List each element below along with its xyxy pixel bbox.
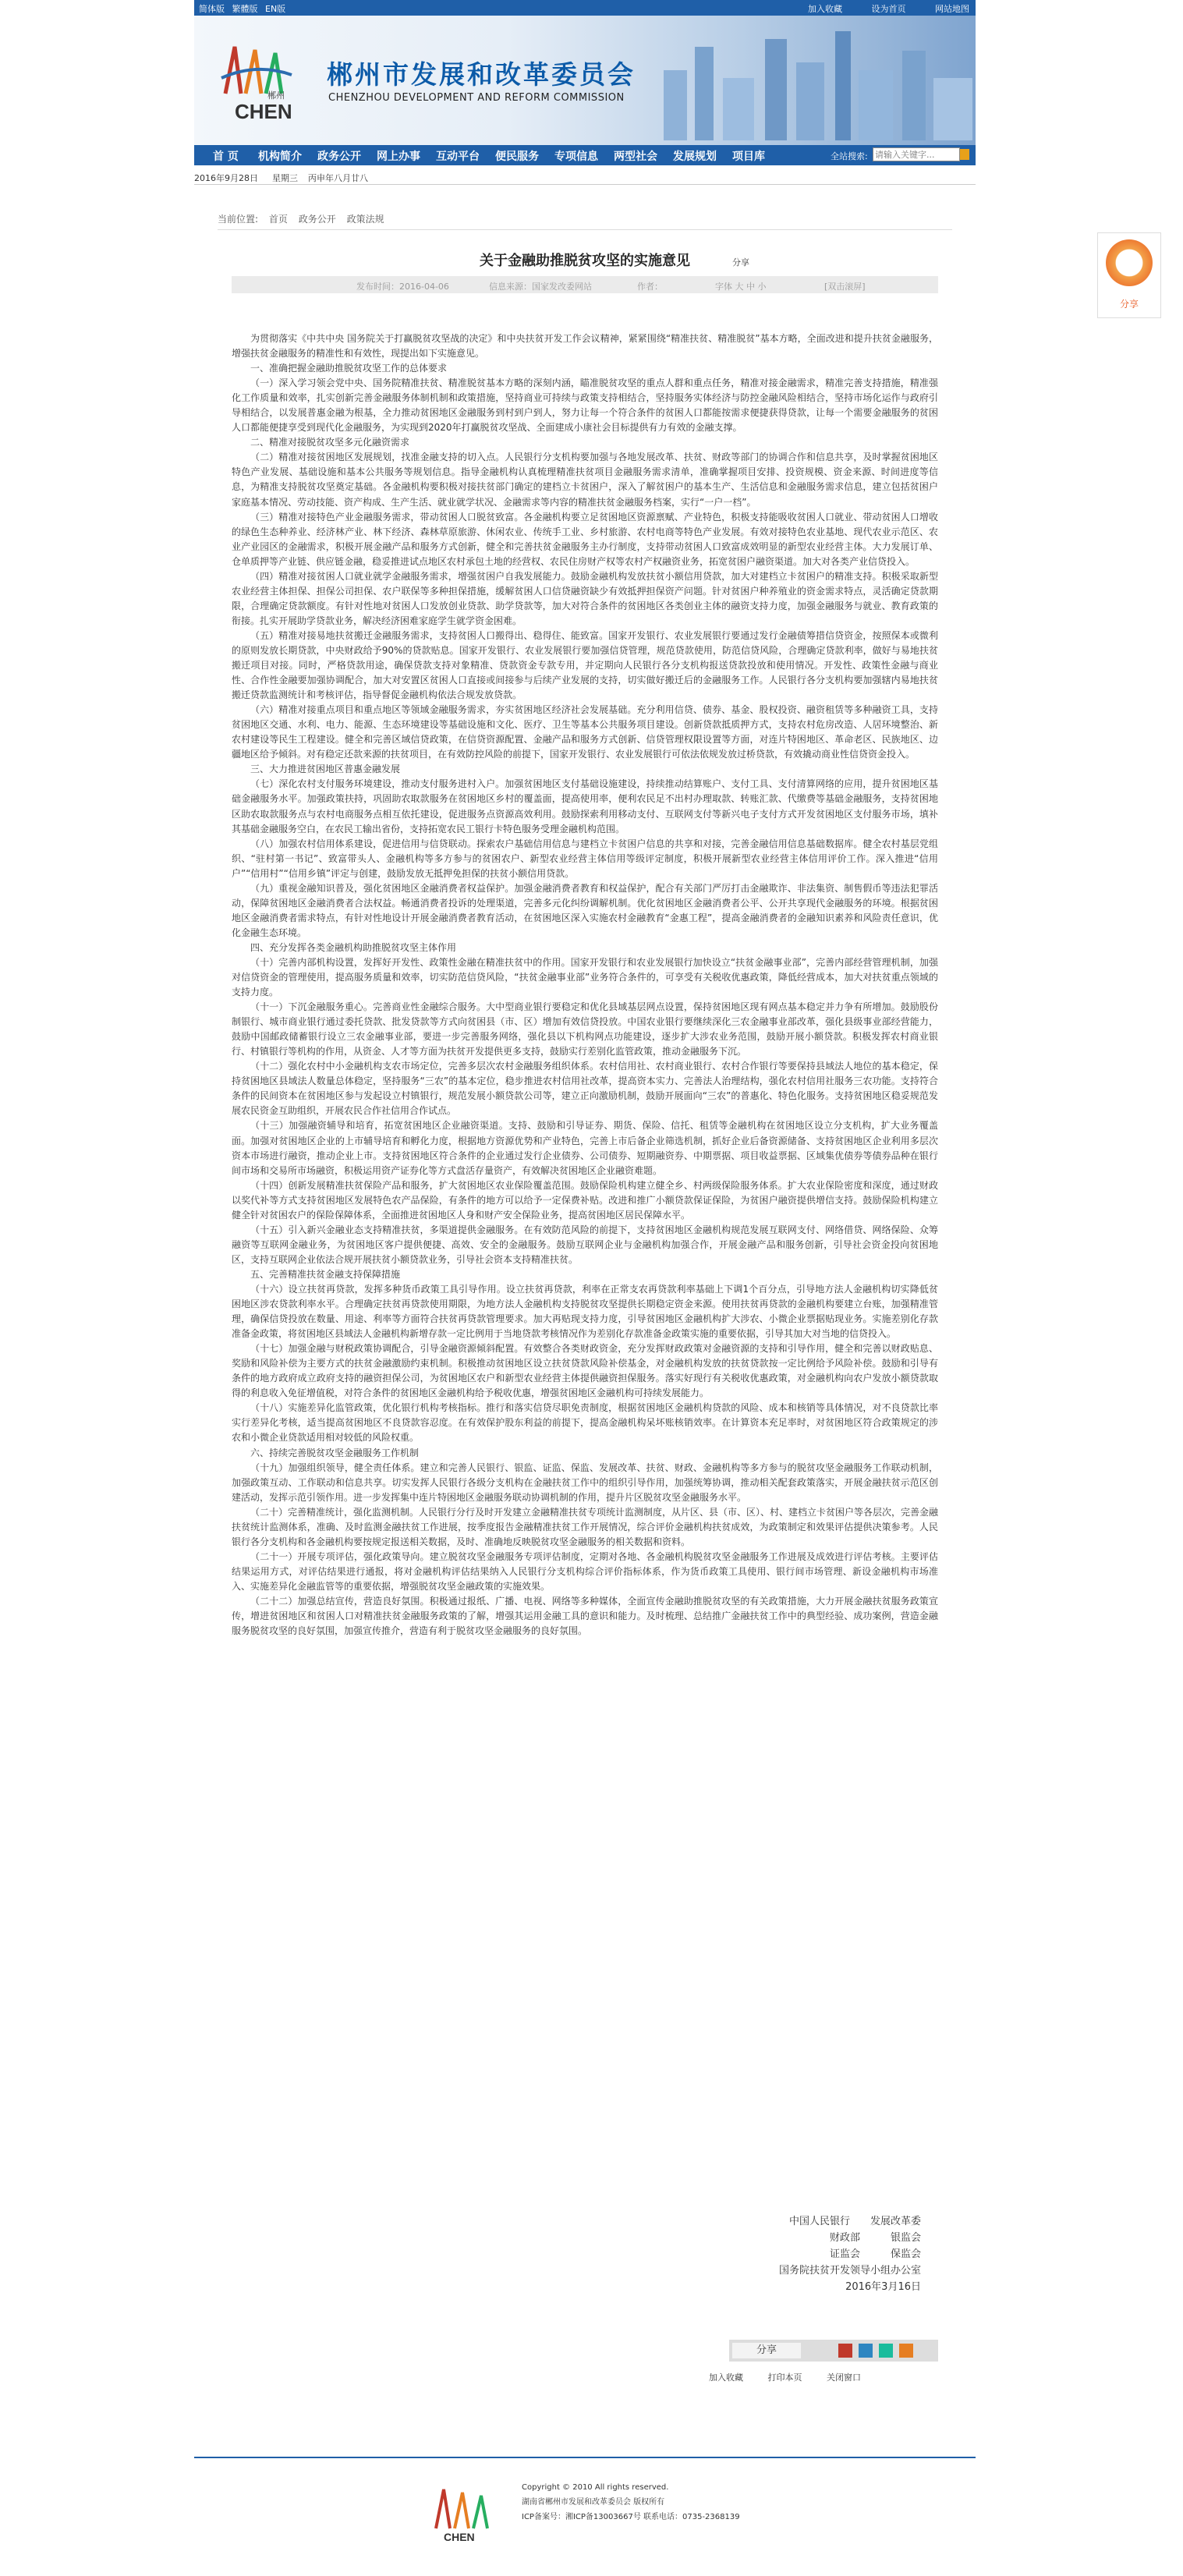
share-logo-icon <box>1106 239 1153 286</box>
author: 作者： <box>637 282 663 292</box>
print-button[interactable]: 打印本页 <box>767 2372 802 2383</box>
top-bar <box>194 0 976 16</box>
breadcrumb-item-gov-info[interactable]: 政务公开 <box>298 214 336 225</box>
nav-item-planning[interactable]: 发展规划 <box>673 151 717 163</box>
current-date: 2016年9月28日 <box>194 173 258 183</box>
site-subtitle: CHENZHOU DEVELOPMENT AND REFORM COMMISSION <box>328 92 625 104</box>
share-button[interactable]: 分享 <box>732 2343 801 2358</box>
footer-divider <box>194 2457 976 2458</box>
floating-share-label: 分享 <box>1119 299 1139 310</box>
footer <box>194 2466 976 2575</box>
logo-cn-text: 郴州 <box>267 90 285 101</box>
article-paragraph: （八）加强农村信用体系建设，促进信用与信贷联动。探索农户基础信用信息与建档立卡贫困户信息的共享和对接，完善金融信用信息基础数据库。健全农村基层党组织、“驻村第一书记”、致富带头人、金融机构等多方参与的贫困农户、新型农业经营主体信用等级评定制度，积极开展新型农业经营主体信用评价工作。深入推进“信用户”“信用村”“信用乡镇”评定与创建，鼓励发放无抵押免担保的扶贫小额信用贷款。 <box>232 838 938 879</box>
weibo-share-icon[interactable] <box>838 2344 852 2358</box>
breadcrumb-item-home[interactable]: 首页 <box>268 214 288 225</box>
article-paragraph: （十九）加强组织领导，健全责任体系。建立和完善人民银行、银监、证监、保监、发展改革、扶贫、财政、金融机构等多方参与的脱贫攻坚金融服务工作联动机制，加强政策互动、工作联动和信息共享。切实发挥人民银行各级分支机构在金融扶贫工作中的组织引导作用，加强统筹协调，推动相关配套政策落实，开展金融扶贫示范区创建活动，发挥示范引领作用。进一步发挥集中连片特困地区金融服务联动协调机制的作用，提升片区脱贫攻坚金融服务水平。 <box>232 1462 938 1503</box>
search-button[interactable] <box>960 149 969 160</box>
logo-text: CHEN <box>235 100 292 123</box>
search-label: 全站搜索: <box>831 151 868 161</box>
nav-item-interaction[interactable]: 互动平台 <box>436 151 480 163</box>
auto-scroll-toggle[interactable]: [双击滚屏] <box>824 282 866 292</box>
current-weekday: 星期三 <box>272 173 298 183</box>
signature-line: 中国人民银行 发展改革委 <box>788 2216 921 2227</box>
signature-line: 证监会 保监会 <box>829 2248 921 2260</box>
search-input[interactable] <box>873 147 960 161</box>
share-bar <box>729 2340 938 2362</box>
article-paragraph: （十四）创新发展精准扶贫保险产品和服务，扩大贫困地区农业保险覆盖范围。鼓励保险机构建立健全乡、村两级保险服务体系。扩大农业保险密度和深度，通过财政以奖代补等方式支持贫困地区发展特色农产品保险，有条件的地方可以给予一定保费补贴。改进和推广小额贷款保证保险，为贫困户融资提供增信支持。鼓励保险机构建立健全针对贫困农户的保险保障体系，全面推进贫困地区人身和财产安全保险业务，提高贫困地区居民保障水平。 <box>232 1179 938 1221</box>
article-paragraph: （一）深入学习领会党中央、国务院精准扶贫、精准脱贫基本方略的深刻内涵，瞄准脱贫攻坚的重点人群和重点任务，精准对接金融需求，精准完善支持措施，精准强化工作质量和效率，扎实创新完善金融服务体制机制和政策措施，坚持商业可持续与政策支持相结合，坚持服务实体经济与防控金融风险相结合，坚持市场化运作与政府引导相结合，以发展普惠金融为根基，全力推动贫困地区金融服务到村到户到人，努力让每一个符合条件的贫困人口都能按需求便捷获得贷款，让每一个需要金融服务的贫困人口都能便捷享受到现代化金融服务，为实现到2020年打赢脱贫攻坚战、全面建成小康社会目标提供有力有效的金融支撑。 <box>232 377 938 434</box>
svg-text:CHEN: CHEN <box>444 2531 475 2543</box>
nav-item-about[interactable]: 机构简介 <box>258 151 302 163</box>
nav-item-public-service[interactable]: 便民服务 <box>495 151 539 163</box>
article-paragraph: （七）深化农村支付服务环境建设，推动支付服务进村入户。加强贫困地区支付基础设施建设，持续推动结算账户、支付工具、支付清算网络的应用，提升贫困地区基础金融服务水平。加强政策扶持，巩固助农取款服务在贫困地区乡村的覆盖面，提高使用率，便利农民足不出村办理取款、转账汇款、代缴费等基础金融服务，支持贫困地区助农取款服务点与农村电商服务点相互依托建设，促进服务点资源高效利用。鼓励探索利用移动支付、互联网支付等新兴电子支付方式开发贫困地区支付服务市场，填补其基础金融服务空白，在农民工输出省份，支持拓宽农民工银行卡特色服务受理金融机构范围。 <box>232 778 938 834</box>
article-paragraph: （十六）设立扶贫再贷款，发挥多种货币政策工具引导作用。设立扶贫再贷款，利率在正常支农再贷款利率基础上下调1个百分点，引导地方法人金融机构切实降低贫困地区涉农贷款利率水平。合理确定扶贫再贷款使用期限，为地方法人金融机构支持脱贫攻坚提供长期稳定资金来源。使用扶贫再贷款的金融机构要建立台账，加强精准管理，确保信贷投放在数量、用途、利率等方面符合扶贫再贷款管理要求。加大再贴现支持力度，引导贫困地区金融机构扩大涉农、小微企业票据贴现业务。实施差别化存款准备金政策，将贫困地区县域法人金融机构新增存款一定比例用于当地贷款考核情况作为差别化存款准备金政策实施的重要依据，引导其加大对当地的信贷投入。 <box>232 1284 938 1340</box>
copyright: Copyright © 2010 All rights reserved. <box>522 2483 669 2492</box>
sitemap-link[interactable]: 网站地图 <box>935 4 969 14</box>
article-paragraph: 一、准确把握金融助推脱贫攻坚工作的总体要求 <box>250 363 448 374</box>
article-meta <box>232 276 938 293</box>
article-paragraph: （三）精准对接特色产业金融服务需求，带动贫困人口脱贫致富。各金融机构要立足贫困地区资源禀赋、产业特色，积极支持能吸收贫困人口就业、带动贫困人口增收的绿色生态种养业、经济林产业、林下经济、森林草原旅游、休闲农业、传统手工业、乡村旅游、农村电商等特色产业发展。有效对接特色农业基地、现代农业示范区、农业产业园区的金融需求，积极开展金融产品和服务方式创新，健全和完善扶贫金融服务主办行制度，支持带动贫困人口致富成效明显的新型农业经营主体。大力发展订单、仓单质押等产业链、供应链金融，稳妥推进试点地区农村承包土地的经营权、农民住房财产权等农村产权融资业务，拓宽贫困户融资渠道。加大对各类产业信贷投入。 <box>232 511 938 567</box>
page-actions <box>709 2371 883 2383</box>
nav-item-projects[interactable]: 项目库 <box>732 151 765 163</box>
nav-item-special-info[interactable]: 专项信息 <box>554 151 598 163</box>
breadcrumb-item-policy[interactable]: 政策法规 <box>346 214 384 225</box>
simplified-link[interactable]: 简体版 <box>199 4 225 14</box>
english-link[interactable]: EN版 <box>265 4 286 14</box>
main-nav <box>194 145 976 165</box>
article-paragraph: （二十）完善精准统计，强化监测机制。人民银行分行及时开发建立金融精准扶贫专项统计监测制度，从片区、县（市、区）、村、建档立卡贫困户等各层次，完善金融扶贫统计监测体系，准确、及时监测金融扶贫工作进展，按季度报告金融精准扶贫工作开展情况，综合评价金融机构扶贫成效，为政策制定和效果评估提供决策参考。人民银行各分支机构和各金融机构要按规定报送相关数据，及时、准确地反映脱贫攻坚金融服务的相关数据和资料。 <box>232 1506 939 1547</box>
wechat-share-icon[interactable] <box>879 2344 893 2358</box>
add-favorite-link[interactable]: 加入收藏 <box>808 4 842 14</box>
site-search <box>831 147 971 163</box>
article-paragraph: （十三）加强融资辅导和培育，拓宽贫困地区企业融资渠道。支持、鼓励和引导证券、期货、保险、信托、租赁等金融机构在贫困地区设立分支机构，扩大业务覆盖面。加强对贫困地区企业的上市辅导培育和孵化力度，根据地方资源优势和产业特色，完善上市后备企业筛选机制，抓好企业后备资源储备、支持贫困地区企业利用多层次资本市场进行融资，推动企业上市。支持贫困地区符合条件的企业通过发行企业债券、公司债券、短期融资券、中期票据、项目收益票据、区域集优债券等债券品种在银行间市场和交易所市场融资，积极运用资产证券化等方式盘活存量资产，有效解决贫困地区企业融资难题。 <box>232 1120 938 1176</box>
city-skyline-image <box>648 23 976 140</box>
article-paragraph: 四、充分发挥各类金融机构助推脱贫攻坚主体作用 <box>250 941 457 953</box>
article-paragraph: （六）精准对接重点项目和重点地区等领域金融服务需求，夯实贫困地区经济社会发展基础。充分利用信贷、债券、基金、股权投资、融资租赁等多种融资工具，支持贫困地区交通、水利、电力、能源、生态环境建设等基础设施和文化、医疗、卫生等基本公共服务项目建设。创新贷款抵质押方式，支持农村危房改造、人居环境整治、新农村建设等民生工程建设。健全和完善区域信贷政策，在信贷资源配置、金融产品和服务方式创新、信贷管理权限设置等方面，对连片特困地区、革命老区、民族地区、边疆地区给予倾斜。对有稳定还款来源的扶贫项目，在有效防控风险的前提下，国家开发银行、农业发展银行可依法依规发放过桥贷款，有效撬动商业性信贷资金投入。 <box>232 704 938 760</box>
qzone-share-icon[interactable] <box>859 2344 873 2358</box>
owner: 湖南省郴州市发展和改革委员会 版权所有 <box>522 2498 665 2507</box>
breadcrumb-label: 当前位置: <box>218 214 259 225</box>
article-paragraph: （十一）下沉金融服务重心。完善商业性金融综合服务。大中型商业银行要稳定和优化县域基层网点设置，保持贫困地区现有网点基本稳定并力争有所增加。鼓励股份制银行、城市商业银行通过委托贷款、批发贷款等方式向贫困县（市、区）增加有效信贷投放。中国农业银行要继续深化三农金融事业部改革，强化县级事业部经营能力，鼓励中国邮政储蓄银行设立三农金融事业部，要进一步完善服务网络，强化县以下机构网点功能建设，逐步扩大涉农业务范围，鼓励开展小额贷款。积极发挥农村商业银行、村镇银行等机构的作用，从资金、人才等方面为扶贫开发提供更多支持，鼓励实行差别化监管政策，推动金融服务下沉。 <box>232 1001 938 1058</box>
date-bar <box>194 167 976 185</box>
article-paragraph: （九）重视金融知识普及，强化贫困地区金融消费者权益保护。加强金融消费者教育和权益保护，配合有关部门严厉打击金融欺诈、非法集资、制售假币等违法犯罪活动，保障贫困地区金融消费者合法权益。畅通消费者投诉的处理渠道，完善多元化纠纷调解机制。优化贫困地区金融消费者公平、公开共享现代金融服务的环境。根据贫困地区金融消费者需求特点，有针对性地设计开展金融消费者教育活动，在贫困地区深入实施农村金融教育“金惠工程”，提高金融消费者的金融知识素养和风险责任意识，优化金融生态环境。 <box>232 882 938 938</box>
article-paragraph: （十二）强化农村中小金融机构支农市场定位，完善多层次农村金融服务组织体系。农村信用社、农村商业银行、农村合作银行等要保持县域法人地位的基本稳定，保持贫困地区县域法人数量总体稳定，坚持服务“三农”的基本定位，稳步推进农村信用社改革，提高资本实力、完善法人治理结构，强化农村信用社服务三农功能。支持符合条件的民间资本在贫困地区参与发起设立村镇银行，规范发展小额贷款公司等，建立正向激励机制，鼓励开展面向“三农”的普惠化、特色化服务。支持贫困地区稳妥规范发展农民资金互助组织，开展农民合作社信用合作试点。 <box>232 1061 938 1117</box>
article-paragraph: （五）精准对接易地扶贫搬迁金融服务需求，支持贫困人口搬得出、稳得住、能致富。国家开发银行、农业发展银行要通过发行金融债筹措信贷资金，按照保本或微利的原则发放长期贷款，中央财政给予90%的贷款贴息。国家开发银行、农业发展银行要加强信贷管理，规范贷款使用，防范信贷风险，合理确定贷款利率，做好与易地扶贫搬迁项目对接。同时，严格贷款用途，确保贷款支持对象精准、贷款资金专款专用，并定期向人民银行各分支机构报送贷款投放和使用情况。开发性、政策性金融与商业性、合作性金融要加强协调配合，加大对安置区贫困人口直接或间接参与后续产业发展的支持，切实做好搬迁后的金融服务工作。人民银行各分支机构要加强辖内易地扶贫搬迁贷款监测统计和考核评估，指导督促金融机构依法合规发放贷款。 <box>232 629 938 701</box>
article-paragraph: （十七）加强金融与财税政策协调配合，引导金融资源倾斜配置。有效整合各类财政资金，充分发挥财政政策对金融资源的支持和引导作用，健全和完善以财政贴息、奖励和风险补偿为主要方式的扶贫金融激励约束机制。积极推动贫困地区设立扶贫贷款风险补偿基金，对金融机构发放的扶贫贷款按一定比例给予风险补偿。鼓励和引导有条件的地方政府成立政府支持的融资担保公司，为贫困地区农户和新型农业经营主体提供融资担保服务。落实好现行有关税收优惠政策，对金融机构向农户发放小额贷款取得的利息收入免征增值税，对符合条件的贫困地区金融机构给予税收优惠，增强贫困地区金融机构可持续发展能力。 <box>232 1343 938 1399</box>
article-body <box>232 331 938 1639</box>
article-paragraph: （二）精准对接贫困地区发展规划，找准金融支持的切入点。人民银行分支机构要加强与各地发展改革、扶贫、财政等部门的协调合作和信息共享，及时掌握贫困地区特色产业发展、基础设施和基本公共服务等规划信息。指导金融机构认真梳理精准扶贫项目金融服务需求清单，准确掌握项目安排、投资规模、资金来源、时间进度等信息，为精准支持脱贫攻坚奠定基础。各金融机构要积极对接扶贫部门确定的建档立卡贫困户，深入了解贫困户的基本生产、生活信息和金融服务需求信息，建立包括贫困户家庭基本情况、劳动技能、资产构成、生产生活、就业就学状况、金融需求等内容的精准扶贫金融服务档案，实行“一户一档”。 <box>232 452 938 508</box>
font-size-control[interactable]: 字体 大 中 小 <box>715 282 767 292</box>
site-logo[interactable] <box>218 39 296 125</box>
article-signature <box>749 2213 921 2295</box>
publish-time: 发布时间：2016-04-06 <box>356 282 449 292</box>
article-paragraph: （二十二）加强总结宣传，营造良好氛围。积极通过报纸、广播、电视、网络等多种媒体，全面宣传金融助推脱贫攻坚的有关政策措施，大力开展金融扶贫服务政策宣传，增进贫困地区和贫困人口对精准扶贫金融服务政策的了解，增强其运用金融工具的意识和能力。及时梳理、总结推广金融扶贫工作中的典型经验、成功案例，营造金融服务脱贫攻坚的良好氛围，加强宣传推介，营造有利于脱贫攻坚金融服务的良好氛围。 <box>232 1595 938 1637</box>
article-paragraph: 六、持续完善脱贫攻坚金融服务工作机制 <box>250 1447 420 1458</box>
footer-logo-icon <box>428 2482 498 2544</box>
floating-share-widget[interactable] <box>1097 232 1161 318</box>
nav-item-two-type-society[interactable]: 两型社会 <box>614 151 657 163</box>
article-paragraph: 三、大力推进贫困地区普惠金融发展 <box>250 764 401 775</box>
lunar-date: 丙申年八月廿八 <box>308 173 368 183</box>
icp-contact: ICP备案号：湘ICP备13003667号 联系电话：0735-2368139 <box>522 2513 740 2521</box>
article-title: 关于金融助推脱贫攻坚的实施意见 <box>480 253 690 269</box>
site-title: 郴州市发展和改革委员会 <box>327 59 636 90</box>
footer-text <box>522 2480 740 2525</box>
traditional-link[interactable]: 繁體版 <box>232 4 258 14</box>
nav-item-home[interactable]: 首 页 <box>213 151 239 163</box>
signature-date: 2016年3月16日 <box>845 2281 921 2293</box>
article-paragraph: （十五）引入新兴金融业态支持精准扶贫，多渠道提供金融服务。在有效防范风险的前提下，支持贫困地区金融机构规范发展互联网支付、网络借贷、网络保险、众筹融资等互联网金融业务，为贫困地区客户提供便捷、高效、安全的金融服务。鼓励互联网企业与金融机构加强合作，开展金融产品和服务创新，引导社会资金投向贫困地区，支持互联网企业依法合规开展扶贫小额贷款业务，引导社会资本支持精准扶贫。 <box>232 1224 938 1265</box>
signature-line: 财政部 银监会 <box>829 2232 921 2244</box>
header-banner <box>194 16 976 145</box>
nav-item-gov-info[interactable]: 政务公开 <box>317 151 361 163</box>
info-source: 信息来源：国家发改委网站 <box>489 282 592 292</box>
inline-share-button[interactable]: 分享 <box>732 257 749 268</box>
set-homepage-link[interactable]: 设为首页 <box>871 4 906 14</box>
article-paragraph: （十）完善内部机构设置，发挥好开发性、政策性金融在精准扶贫中的作用。国家开发银行和农业发展银行加快设立“扶贫金融事业部”，完善内部经营管理机制，加强对信贷资金的管理使用，提高服务质量和效率，切实防范信贷风险，“扶贫金融事业部”业务符合条件的，可享受有关税收优惠政策，降低经营成本，加大对扶贫重点领域的支持力度。 <box>232 956 938 998</box>
article-paragraph: 二、精准对接脱贫攻坚多元化融资需求 <box>250 437 410 448</box>
breadcrumb <box>218 212 952 230</box>
nav-item-online-service[interactable]: 网上办事 <box>377 151 420 163</box>
signature-line: 国务院扶贫开发领导小组办公室 <box>778 2265 921 2277</box>
add-favorite-button[interactable]: 加入收藏 <box>709 2372 743 2383</box>
article-paragraph: 为贯彻落实《中共中央 国务院关于打赢脱贫攻坚战的决定》和中央扶贫开发工作会议精神，紧紧围绕“精准扶贫、精准脱贫”基本方略，全面改进和提升扶贫金融服务，增强扶贫金融服务的精准性和有效性，现提出如下实施意见。 <box>232 333 938 360</box>
more-share-icon[interactable] <box>899 2344 913 2358</box>
close-window-button[interactable]: 关闭窗口 <box>827 2372 861 2383</box>
article-paragraph: （二十一）开展专项评估，强化政策导向。建立脱贫攻坚金融服务专项评估制度，定期对各地、各金融机构脱贫攻坚金融服务工作进展及成效进行评估考核。主要评估结果运用方式，对评估结果进行通报，将对金融机构评估结果纳入人民银行分支机构综合评价指标体系，作为货币政策工具使用、银行间市场管理、新设金融机构市场准入、实施差异化金融监管等的重要依据，增强脱贫攻坚金融政策的实施效果。 <box>232 1550 938 1592</box>
article-paragraph: （十八）实施差异化监管政策，优化银行机构考核指标。推行和落实信贷尽职免责制度，根据贫困地区金融机构贷款的风险、成本和核销等具体情况，对不良贷款比率实行差异化考核，适当提高贫困地区不良贷款容忍度。在有效保护股东利益的前提下，提高金融机构呆坏账核销效率。在计算资本充足率时，对贫困地区符合政策规定的涉农和小微企业贷款适用相对较低的风险权重。 <box>232 1402 938 1444</box>
article-paragraph: 五、完善精准扶贫金融支持保障措施 <box>250 1268 401 1280</box>
article-paragraph: （四）精准对接贫困人口就业就学金融服务需求，增强贫困户自我发展能力。鼓励金融机构发放扶贫小额信用贷款，加大对建档立卡贫困户的精准支持。积极采取新型农业经营主体担保、担保公司担保、农户联保等多种担保措施，缓解贫困人口信贷融资缺少有效抵押担保资产问题。针对贫困户种养殖业的资金需求特点，灵活确定贷款期限，合理确定贷款额度。有针对性地对贫困人口发放创业贷款、助学贷款等，加大对符合条件的贫困地区各类创业主体的融资支持力度，加强金融服务与就业、教育政策的衔接。扎实开展助学贷款业务，解决经济困难家庭学生就学资金困难。 <box>232 570 938 626</box>
